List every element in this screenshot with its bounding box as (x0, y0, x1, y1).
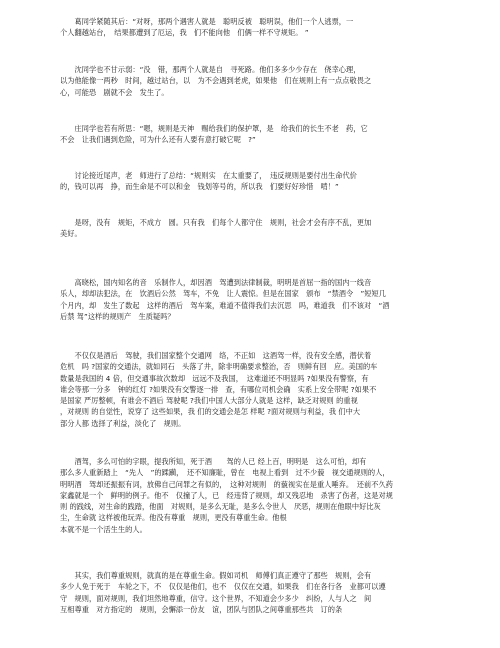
paragraph-1: 葛同学紧随其后：“对呀，那两个遇害人就是 聪明反被 聪明误，他们一个人逃票，一 个人翻越站台， 结果都遭到了厄运，我 们不能向他 们俩一样不守规矩。 ” (60, 17, 354, 38)
paragraph-3: 庄同学也若有所思：“嗯，规则是天神 赐给我们的保护罩，是 给我们的长生不老 药，它 不会 让我们遇到危险，可为什么还有人要有意打破它呢 ?” (60, 124, 368, 145)
paragraph-7: 不仅仅是酒后 驾驶，我们国家整个交通网 络，不正如 这酒驾一样，没有安全感，潜伏着 危机 吗 ?国家的交通法，就如同石 头落了井，除非明确要求整治，否 则鲜有回 应。美国的车 数量是我国的 4 倍，但交通事故次数却 远远不及我国， 这难道还不明显吗 ?如果没有警察，有 谁会等那一分多 钟的红灯 ?如果没有交警逐一排 查，有哪位司机会确 实系上安全带呢 ?如果不 是国家 严厉整顿，有谁会不酒后 驾驶呢 ?我们中国人大部分人就是 这样，缺乏对规则 的重视 ，对规则 的自觉性，说穿了 这些如果，我 们的交通会是怎 样呢 ?面对规则与利益，我 们中大 部分人都 选择了利益，淡化了 规则。 (60, 351, 378, 428)
paragraph-2: 沈同学也不甘示弱：“没 错，那两个人就是自 寻死路。他们多多少少存在 侥幸心理， 以为他能像一两秒 时间，越过站台，以 为不会遇到老虎，如果他 们在规则上有一点点敬畏之 心，可能恐 剧就不会 发生了。 (60, 65, 372, 97)
paragraph-8: 酒驾，多么可怕的字眼，提我所知，死于酒 驾的人已 经上百，明明是 这么可怕，却有 那么多人重新踏上 “先人 ”的蹂躏， 还不知廉耻，曾在 电视上看到 过不少藐 视交通规则的人， 明明酒 驾却还振振有词，放佛自己问罪之有似的， 这种对规则 的藐视实在是重人唾弃。 还前不久药 家鑫就是一个 鲜明的例子。他不 仅撞了人，已 经违背了规则，却又残忍地 杀害了伤者，这是对规 则 的践线，对生命的践踏，他面 对规则，是多么无耻，是多么令世人 厌恶，规则在他眼中好比灰 尘，生命就 这样被他玩弄。他没有尊重 规则，更没有尊重生命。他根 本就不是一个活生生的人。 (60, 457, 393, 534)
paragraph-5: 是呀，没有 规矩，不成方 圆。只有我 们每个人都守住 规则，社会才会有序不乱，更加 美好。 (60, 218, 372, 239)
paragraph-4: 讨论接近尾声，老 师进行了总结：“规则实 在太重要了， 违反规则是要付出生命代价 的，钱可以再 挣，而生命是不可以和金 钱划等号的，所以我 们要好好珍惜 啃！” (60, 171, 357, 192)
paragraph-6: 高晓松，国内知名的音 乐制作人，却因酒 驾遭到法律制裁，明明是首屈一指的国内一线音 乐人，却却法犯法，在 饮酒后公然 驾车，不免 让人震惊。但是在国家 颁布 “禁酒令 ”短短几 个月内，却 发生了数起 这样的酒后 驾车案，难道不值得我们去沉思 吗，难道我 们不该对 “酒 后禁 驾”这样的规则产 生质疑吗？ (60, 278, 390, 321)
paragraph-9: 其实，我们尊重规则，就真的是在尊重生命。假如司机 师傅们真正遵守了那些 规则，会有 多少人免于死于 车轮之下，不 仅仅是他们，也不 仅仅在交通，如果我 们在各行各 业都可以遵 守 规则，面对规则，我们坦然地尊重，信守。这个世界，不知道会少多少 纠纷，人与人之 间 互相尊重 对方指定的 规则，会懈添一份友 谊，团队与团队之间尊重那些共 订的条 (60, 571, 386, 614)
